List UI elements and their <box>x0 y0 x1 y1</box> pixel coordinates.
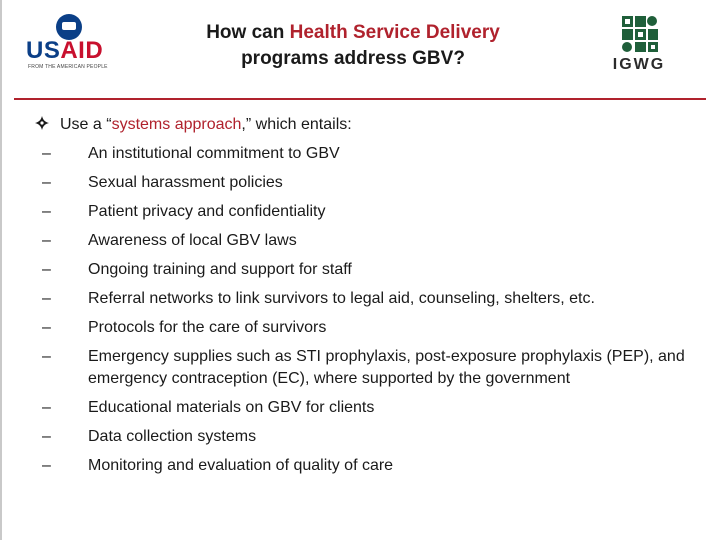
dash-icon: – <box>42 203 51 220</box>
title-accent: Health Service Delivery <box>289 22 500 43</box>
usaid-wordmark-aid: AID <box>60 37 104 64</box>
dash-icon: – <box>42 261 51 278</box>
list-item-text: Data collection systems <box>88 428 257 445</box>
list-item-text: Protocols for the care of survivors <box>88 319 327 336</box>
usaid-wordmark <box>26 38 130 64</box>
main-bullet-before: Use a “ <box>60 116 112 133</box>
igwg-logo <box>604 14 674 78</box>
dash-icon: – <box>42 145 51 162</box>
list-item <box>34 284 694 313</box>
dash-icon: – <box>42 174 51 191</box>
main-bullet-accent: systems approach <box>111 116 242 133</box>
list-item-text: Emergency supplies such as STI prophylaxis, post-exposure prophylaxis (PEP), and emergency contraception (EC), where supported by the government <box>88 348 685 387</box>
list-item-text: Sexual harassment policies <box>88 174 283 191</box>
list-item <box>34 139 694 168</box>
main-bullet-after: ,” which entails: <box>241 116 352 133</box>
list-item-text: Referral networks to link survivors to legal aid, counseling, shelters, etc. <box>88 290 595 307</box>
dash-icon: – <box>42 319 51 336</box>
list-item-text: Ongoing training and support for staff <box>88 261 352 278</box>
usaid-wordmark-us: US <box>26 37 61 64</box>
usaid-logo <box>26 14 130 74</box>
dash-icon: – <box>42 232 51 249</box>
list-item-text: An institutional commitment to GBV <box>88 145 340 162</box>
list-item-text: Educational materials on GBV for clients <box>88 399 375 416</box>
list-item <box>34 342 694 393</box>
list-item <box>34 226 694 255</box>
dash-icon: – <box>42 428 51 445</box>
list-item <box>34 451 694 480</box>
slide-body <box>34 110 694 480</box>
list-item <box>34 393 694 422</box>
dash-icon: – <box>42 348 51 365</box>
list-item <box>34 422 694 451</box>
dash-icon: – <box>42 290 51 307</box>
list-item <box>34 197 694 226</box>
dash-icon: – <box>42 399 51 416</box>
list-item <box>34 168 694 197</box>
title-prefix: How can <box>206 22 290 43</box>
list-item-text: Patient privacy and confidentiality <box>88 203 326 220</box>
usaid-tagline: FROM THE AMERICAN PEOPLE <box>28 64 108 70</box>
left-edge-rule <box>0 0 2 540</box>
diamond-icon <box>34 115 50 131</box>
igwg-puzzle-icon <box>620 14 660 54</box>
list-item-text: Awareness of local GBV laws <box>88 232 297 249</box>
list-item-text: Monitoring and evaluation of quality of care <box>88 457 394 474</box>
dash-icon: – <box>42 457 51 474</box>
list-item <box>34 255 694 284</box>
list-item <box>34 313 694 342</box>
title-divider <box>14 98 706 100</box>
igwg-wordmark: IGWG <box>612 56 666 73</box>
main-bullet <box>34 110 694 139</box>
page-title <box>148 20 558 72</box>
title-line-2: programs address GBV? <box>241 48 465 69</box>
